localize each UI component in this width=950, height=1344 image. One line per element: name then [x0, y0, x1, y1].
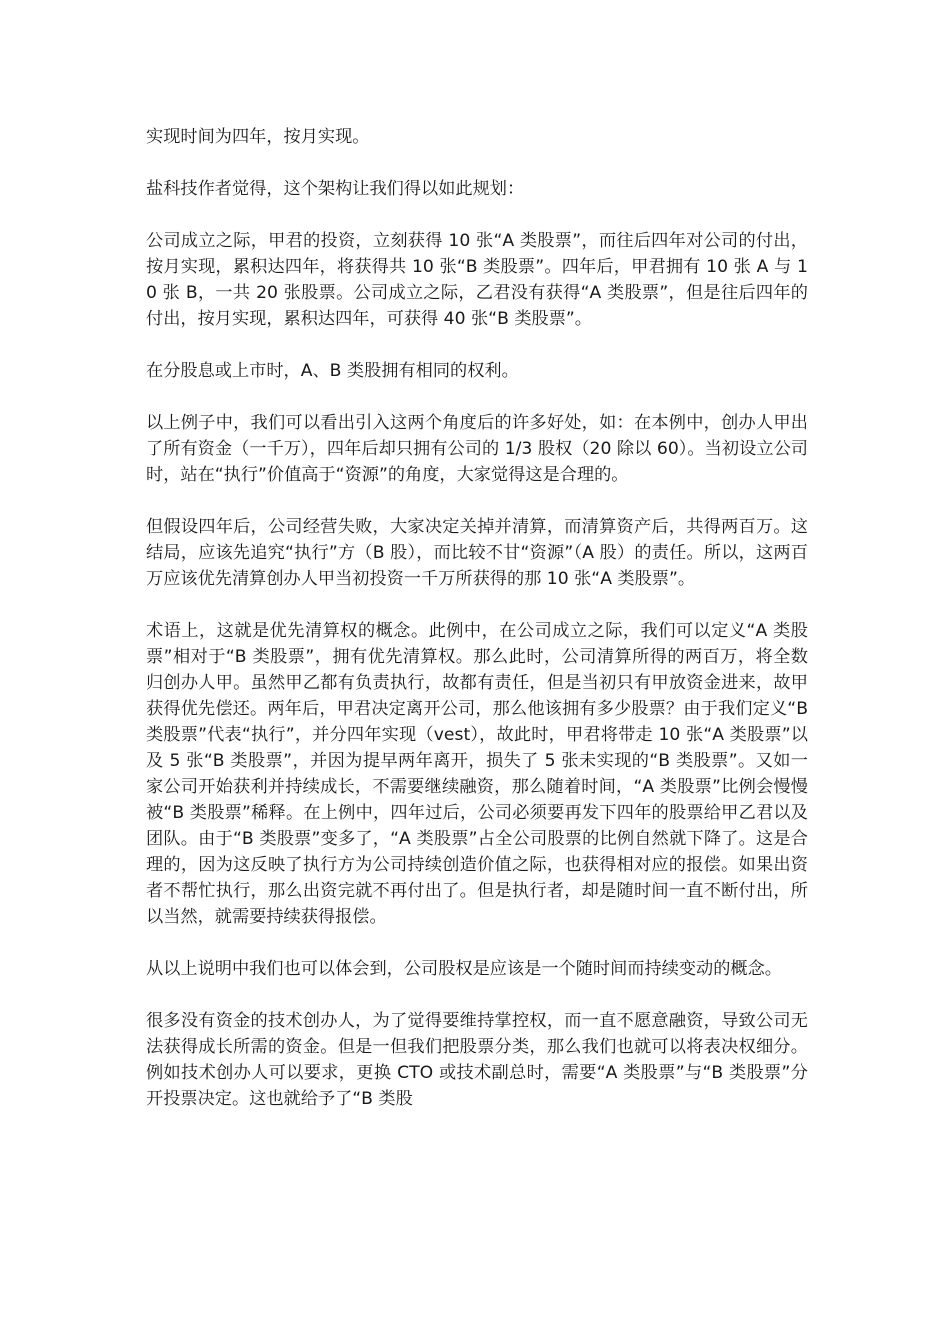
paragraph-equal-rights: 在分股息或上市时，A、B 类股拥有相同的权利。 — [146, 361, 519, 381]
paragraph-author-view: 盐科技作者觉得，这个架构让我们得以如此规划： — [146, 179, 525, 199]
paragraph-vesting-period: 实现时间为四年，按月实现。 — [146, 127, 370, 147]
paragraph-equity-concept: 从以上说明中我们也可以体会到，公司股权是应该是一个随时间而持续变动的概念。 — [146, 959, 782, 979]
paragraph-share-allocation: 公司成立之际，甲君的投资，立刻获得 10 张“A 类股票”，而往后四年对公司的付出，按月实现，累积达四年，将获得共 10 张“B 类股票”。四年后，甲君拥有 10 张 A 与 10 张 B，一共 20 张股票。公司成立之际，乙君没有获得“A 类股票”，但是往后四年的付出，按月实现，累积达四年，可获得 40 张“B 类股票”。 — [146, 231, 808, 329]
paragraph-liquidation-scenario: 但假设四年后，公司经营失败，大家决定关掉并清算，而清算资产后，共得两百万。这结局，应该先追究“执行”方（B 股），而比较不甘“资源”（A 股）的责任。所以，这两百万应该优先清算创办人甲当初投资一千万所获得的那 10 张“A 类股票”。 — [146, 517, 808, 589]
document-body — [146, 124, 808, 1112]
paragraph-voting-rights: 很多没有资金的技术创办人，为了觉得要维持掌控权，而一直不愿意融资，导致公司无法获得成长所需的资金。但是一但我们把股票分类，那么我们也就可以将表决权细分。例如技术创办人可以要求，更换 CTO 或技术副总时，需要“A 类股票”与“B 类股票”分开投票决定。这也就给予了“B 类股 — [146, 1011, 808, 1109]
paragraph-liquidation-preference: 术语上，这就是优先清算权的概念。此例中，在公司成立之际，我们可以定义“A 类股票”相对于“B 类股票”，拥有优先清算权。那么此时，公司清算所得的两百万，将全数归创办人甲。虽然甲乙都有负责执行，故都有责任，但是当初只有甲放资金进来，故甲获得优先偿还。两年后，甲君决定离开公司，那么他该拥有多少股票？由于我们定义“B 类股票”代表“执行”，并分四年实现（vest），故此时，甲君将带走 10 张“A 类股票”以及 5 张“B 类股票”，并因为提早两年离开，损失了 5 张未实现的“B 类股票”。又如一家公司开始获利并持续成长，不需要继续融资，那么随着时间，“A 类股票”比例会慢慢被“B 类股票”稀释。在上例中，四年过后，公司必须要再发下四年的股票给甲乙君以及团队。由于“B 类股票”变多了，“A 类股票”占全公司股票的比例自然就下降了。这是合理的，因为这反映了执行方为公司持续创造价值之际，也获得相对应的报偿。如果出资者不帮忙执行，那么出资完就不再付出了。但是执行者，却是随时间一直不断付出，所以当然，就需要持续获得报偿。 — [146, 621, 808, 927]
paragraph-benefits-example: 以上例子中，我们可以看出引入这两个角度后的许多好处，如：在本例中，创办人甲出了所有资金（一千万），四年后却只拥有公司的 1/3 股权（20 除以 60）。当初设立公司时，站在“执行”价值高于“资源”的角度，大家觉得这是合理的。 — [146, 413, 808, 485]
